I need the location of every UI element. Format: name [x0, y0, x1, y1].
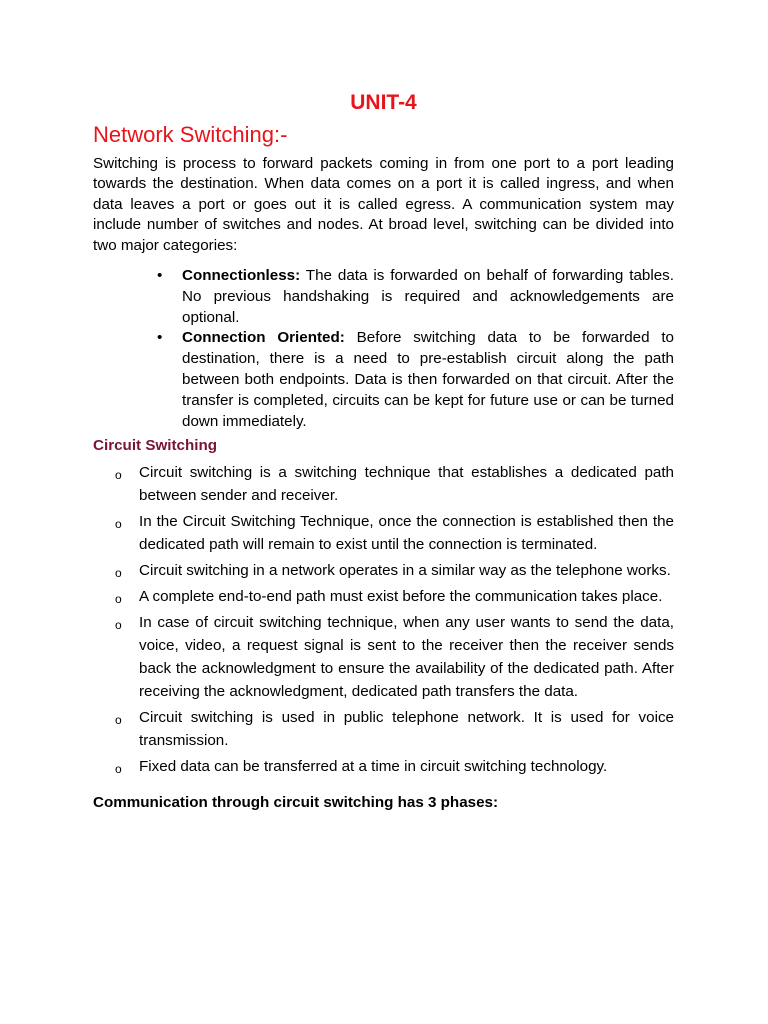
category-text: Before switching data to be forwarded to destination, there is a need to pre-establish circuit along the path between both endpoints. Data is then forwarded on that circuit. After the transfer is completed, circuits can be kept for future use or can be turned down immediately.: [182, 329, 674, 430]
list-item: [115, 462, 674, 508]
phases-heading: Communication through circuit switching has 3 phases:: [93, 793, 499, 811]
list-item-text: A complete end-to-end path must exist before the communication takes place.: [139, 588, 663, 606]
section-title: Network Switching:-: [93, 122, 288, 147]
bullet-icon: •: [157, 329, 163, 347]
circle-bullet-icon: o: [115, 761, 122, 776]
list-item: [115, 756, 674, 779]
category-text: The data is forwarded on behalf of forwarding tables. No previous handshaking is required and acknowledgements are optional.: [182, 267, 674, 326]
unit-title: UNIT-4: [350, 91, 417, 114]
circle-bullet-icon: o: [115, 712, 122, 727]
circuit-switching-heading: Circuit Switching: [93, 437, 218, 455]
circle-bullet-icon: o: [115, 517, 122, 532]
list-item: [115, 612, 674, 703]
circle-bullet-icon: o: [115, 592, 122, 607]
circuit-switching-list: [93, 462, 674, 778]
intro-paragraph: Switching is process to forward packets coming in from one port to a port leading towards the destination. When data comes on a port it is called ingress, and when data leaves a port or goes out it is called egress. A communication system may include number of switches and nodes. At broad level, switching can be divided into two major categories:: [93, 155, 674, 254]
list-item: [115, 560, 674, 583]
list-item-text: In the Circuit Switching Technique, once the connection is established then the dedicated path will remain to exist until the connection is terminated.: [139, 513, 674, 554]
list-item-text: Fixed data can be transferred at a time in circuit switching technology.: [139, 757, 608, 775]
category-term: Connectionless:: [182, 267, 301, 285]
document-page: [93, 88, 674, 813]
list-item-text: Circuit switching is used in public telephone network. It is used for voice transmission.: [139, 708, 674, 749]
list-item: [115, 511, 674, 557]
list-item: [157, 266, 674, 328]
list-item: [115, 586, 674, 609]
list-item: [115, 707, 674, 753]
circle-bullet-icon: o: [115, 618, 122, 633]
circle-bullet-icon: o: [115, 468, 122, 483]
circle-bullet-icon: o: [115, 566, 122, 581]
list-item: [157, 328, 674, 432]
bullet-icon: •: [157, 267, 163, 285]
switching-categories-list: [93, 266, 674, 432]
list-item-text: Circuit switching in a network operates in a similar way as the telephone works.: [139, 562, 671, 580]
list-item-text: In case of circuit switching technique, when any user wants to send the data, voice, video, a request signal is sent to the receiver then the receiver sends back the acknowledgment to ensure the availability of the dedicated path. After receiving the acknowledgment, dedicated path transfers the data.: [139, 614, 674, 700]
category-term: Connection Oriented:: [182, 329, 345, 347]
list-item-text: Circuit switching is a switching technique that establishes a dedicated path between sender and receiver.: [139, 464, 674, 505]
